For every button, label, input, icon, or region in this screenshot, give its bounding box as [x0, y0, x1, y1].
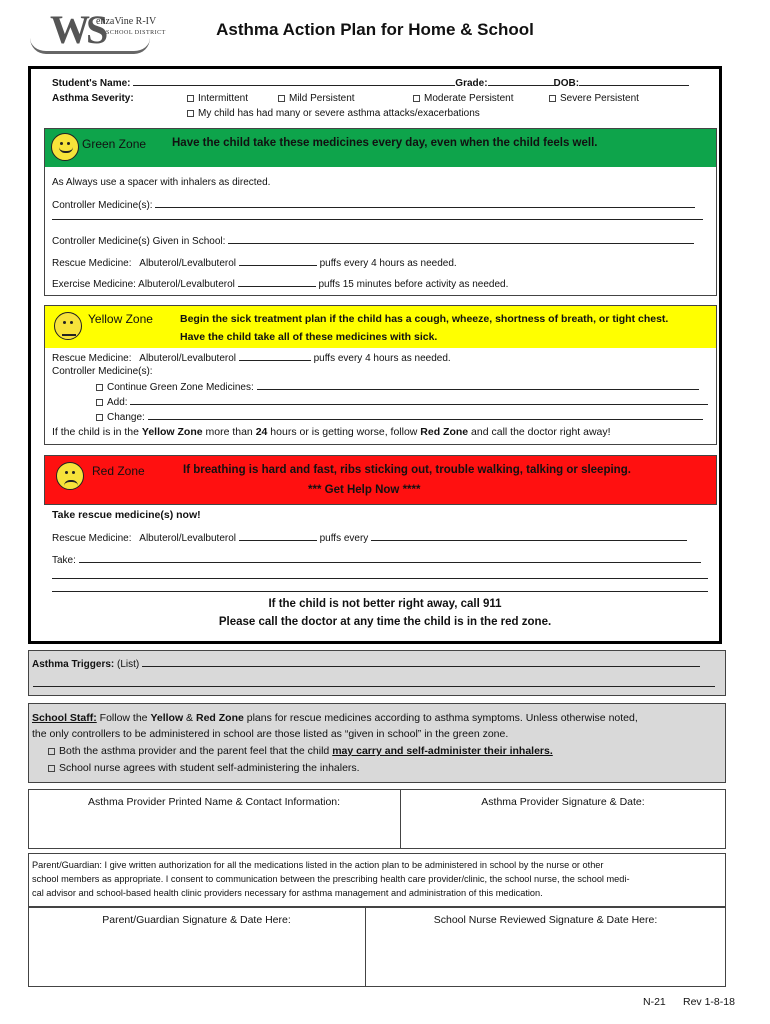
nurse-signature-field[interactable] [369, 930, 721, 984]
severity-moderate[interactable] [413, 93, 514, 104]
green-exercise-row [52, 278, 508, 290]
yellow-rescue-row [52, 352, 451, 364]
checkbox[interactable] [278, 95, 285, 102]
green-school-label: Controller Medicine(s) Given in School: [52, 236, 226, 247]
staff-yellow: Yellow [150, 712, 184, 724]
yellow-rescue-drug: Albuterol/Levalbuterol [139, 353, 237, 364]
red-take-row [52, 554, 701, 566]
form-revision: Rev 1-8-18 [683, 996, 735, 1008]
severity-history[interactable] [187, 108, 480, 119]
yellow-rescue-dose: puffs every 4 hours as needed. [313, 353, 451, 364]
triggers-label: Asthma Triggers: [32, 659, 115, 670]
green-rescue-row [52, 257, 457, 269]
note-text: and call the doctor right away! [468, 426, 611, 438]
yellow-add-field[interactable] [130, 396, 708, 405]
red-rescue-row [52, 532, 687, 544]
severity-mild[interactable] [278, 93, 355, 104]
red-rescue-label: Rescue Medicine: [52, 533, 132, 544]
consent-line-1: Parent/Guardian: I give written authorization for all the medications listed in the action plan to be administered in school by the nurse or other [32, 860, 604, 870]
red-rescue-interval-field[interactable] [371, 532, 687, 541]
note-text: more than [202, 426, 256, 438]
option-label: Moderate Persistent [424, 93, 514, 104]
checkbox[interactable] [187, 110, 194, 117]
provider-name-label: Asthma Provider Printed Name & Contact Information: [87, 796, 341, 808]
triggers-section [28, 650, 726, 696]
provider-signature-label: Asthma Provider Signature & Date: [481, 796, 645, 808]
neutral-face-icon [54, 312, 82, 340]
logo-swoosh [30, 38, 150, 54]
red-rescue-dose: puffs every [319, 533, 369, 544]
checkbox[interactable] [187, 95, 194, 102]
dob-field[interactable] [579, 77, 689, 86]
green-controller-field-2[interactable] [52, 219, 703, 220]
yellow-continue-field[interactable] [257, 381, 699, 390]
note-yellow-zone: Yellow Zone [141, 426, 203, 438]
red-take-now: Take rescue medicine(s) now! [52, 509, 201, 521]
checkbox[interactable] [96, 414, 103, 421]
yellow-rescue-label: Rescue Medicine: [52, 353, 132, 364]
yellow-change-field[interactable] [148, 411, 703, 420]
green-controller-label: Controller Medicine(s): [52, 200, 153, 211]
checkbox[interactable] [96, 384, 103, 391]
yellow-zone-message-1: Begin the sick treatment plan if the child has a cough, wheeze, shortness of breath, or tight chest. [180, 313, 669, 325]
green-rescue-dose: puffs every 4 hours as needed. [319, 258, 457, 269]
staff-text: Follow the [96, 712, 151, 724]
severity-label: Asthma Severity: [52, 93, 134, 104]
red-take-field[interactable] [79, 554, 701, 563]
yellow-zone-message-2: Have the child take all of these medicines with sick. [180, 331, 438, 343]
checkbox[interactable] [48, 765, 55, 772]
yellow-change-row[interactable] [96, 411, 703, 423]
checkbox[interactable] [96, 399, 103, 406]
option-label: Both the asthma provider and the parent feel that the child [59, 745, 333, 757]
red-take-field-2[interactable] [52, 578, 708, 579]
green-spacer-note: As Always use a spacer with inhalers as directed. [52, 177, 271, 188]
staff-option-self-administer[interactable] [48, 745, 553, 757]
red-rescue-drug: Albuterol/Levalbuterol [139, 533, 237, 544]
staff-red-zone: Red Zone [195, 712, 244, 724]
dob-label: DOB: [553, 78, 580, 89]
triggers-row [32, 658, 700, 670]
green-exercise-label: Exercise Medicine: [52, 279, 136, 290]
green-school-field[interactable] [228, 235, 694, 244]
red-call-doctor: Please call the doctor at any time the child is in the red zone. [218, 616, 552, 628]
option-label: Add: [107, 397, 128, 408]
staff-text: & [183, 712, 196, 724]
district-logo [30, 8, 190, 56]
happy-face-icon [51, 133, 79, 161]
green-exercise-drug: Albuterol/Levalbuterol [138, 279, 235, 290]
student-name-field[interactable] [133, 77, 455, 86]
logo-line2: SCHOOL DISTRICT [106, 30, 166, 36]
staff-line-2: the only controllers to be administered in school are those listed as “given in school” in the green zone. [32, 728, 509, 740]
yellow-escalation-note [52, 426, 611, 438]
option-label: Mild Persistent [289, 93, 355, 104]
red-zone-name: Red Zone [92, 464, 145, 478]
option-label: Change: [107, 412, 145, 423]
red-call-911: If the child is not better right away, call 911 [268, 598, 502, 610]
option-label: Intermittent [198, 93, 249, 104]
option-label: Severe Persistent [560, 93, 639, 104]
red-take-label: Take: [52, 555, 76, 566]
red-zone-banner [44, 455, 717, 505]
checkbox[interactable] [48, 748, 55, 755]
option-emphasis: may carry and self-administer their inhalers. [332, 745, 553, 757]
option-label: Continue Green Zone Medicines: [107, 382, 254, 393]
green-controller-row [52, 199, 695, 211]
student-name-row [52, 77, 689, 89]
red-zone-message-1: If breathing is hard and fast, ribs sticking out, trouble walking, talking or sleeping. [183, 464, 631, 476]
triggers-field[interactable] [142, 658, 700, 667]
option-label: My child has had many or severe asthma attacks/exacerbations [198, 108, 480, 119]
parent-signature-field[interactable] [32, 930, 360, 984]
note-red-zone: Red Zone [420, 426, 469, 438]
staff-label: School Staff: [32, 712, 97, 724]
page-title: Asthma Action Plan for Home & School [216, 20, 534, 39]
consent-line-3: cal advisor and school-based health clinic providers necessary for asthma management and administration of this medication. [32, 888, 543, 898]
green-zone-name: Green Zone [82, 137, 147, 151]
yellow-add-row[interactable] [96, 396, 708, 408]
note-hours: 24 [255, 426, 268, 438]
severity-intermittent[interactable] [187, 93, 248, 104]
staff-line-1 [32, 712, 638, 724]
green-exercise-dose: puffs 15 minutes before activity as needed. [318, 279, 509, 290]
green-zone-section [44, 128, 717, 296]
green-rescue-puffs-field[interactable] [239, 257, 317, 266]
staff-text: plans for rescue medicines according to asthma symptoms. Unless otherwise noted, [243, 712, 638, 724]
parent-signature-label: Parent/Guardian Signature & Date Here: [102, 914, 291, 926]
green-zone-message: Have the child take these medicines every day, even when the child feels well. [172, 137, 598, 149]
green-rescue-label: Rescue Medicine: [52, 258, 132, 269]
green-school-row [52, 235, 694, 247]
severity-severe[interactable] [549, 93, 639, 104]
checkbox[interactable] [413, 95, 420, 102]
yellow-rescue-puffs-field[interactable] [239, 352, 311, 361]
provider-signature-field[interactable] [404, 812, 722, 846]
checkbox[interactable] [549, 95, 556, 102]
yellow-zone-name: Yellow Zone [88, 312, 153, 326]
yellow-continue-row[interactable] [96, 381, 699, 393]
note-text: hours or is getting worse, follow [267, 426, 421, 438]
staff-option-nurse-agrees[interactable] [48, 762, 360, 774]
grade-label: Grade: [455, 78, 488, 89]
student-name-label: Student's Name: [52, 78, 131, 89]
provider-name-field[interactable] [32, 812, 396, 846]
green-controller-field[interactable] [155, 199, 695, 208]
red-zone-message-2: *** Get Help Now **** [308, 484, 421, 496]
logo-letters: WS [50, 7, 105, 52]
red-take-field-3[interactable] [52, 591, 708, 592]
triggers-list-hint: (List) [117, 659, 140, 670]
green-rescue-drug: Albuterol/Levalbuterol [139, 258, 237, 269]
consent-line-2: school members as appropriate. I consent to communication between the prescribing health care provider/clinic, the school nurse, the school medi- [32, 874, 630, 884]
yellow-controller-label: Controller Medicine(s): [52, 366, 153, 377]
triggers-field-2[interactable] [33, 686, 715, 687]
grade-field[interactable] [488, 77, 554, 86]
note-text: If the child is in the [52, 426, 142, 438]
red-rescue-puffs-field[interactable] [239, 532, 317, 541]
option-label: School nurse agrees with student self-administering the inhalers. [59, 762, 360, 774]
nurse-signature-label: School Nurse Reviewed Signature & Date Here: [433, 914, 658, 926]
logo-line1: enzaVine R-IV [96, 16, 157, 27]
green-exercise-puffs-field[interactable] [238, 278, 316, 287]
form-code: N-21 [643, 996, 666, 1008]
sad-face-icon [56, 462, 84, 490]
